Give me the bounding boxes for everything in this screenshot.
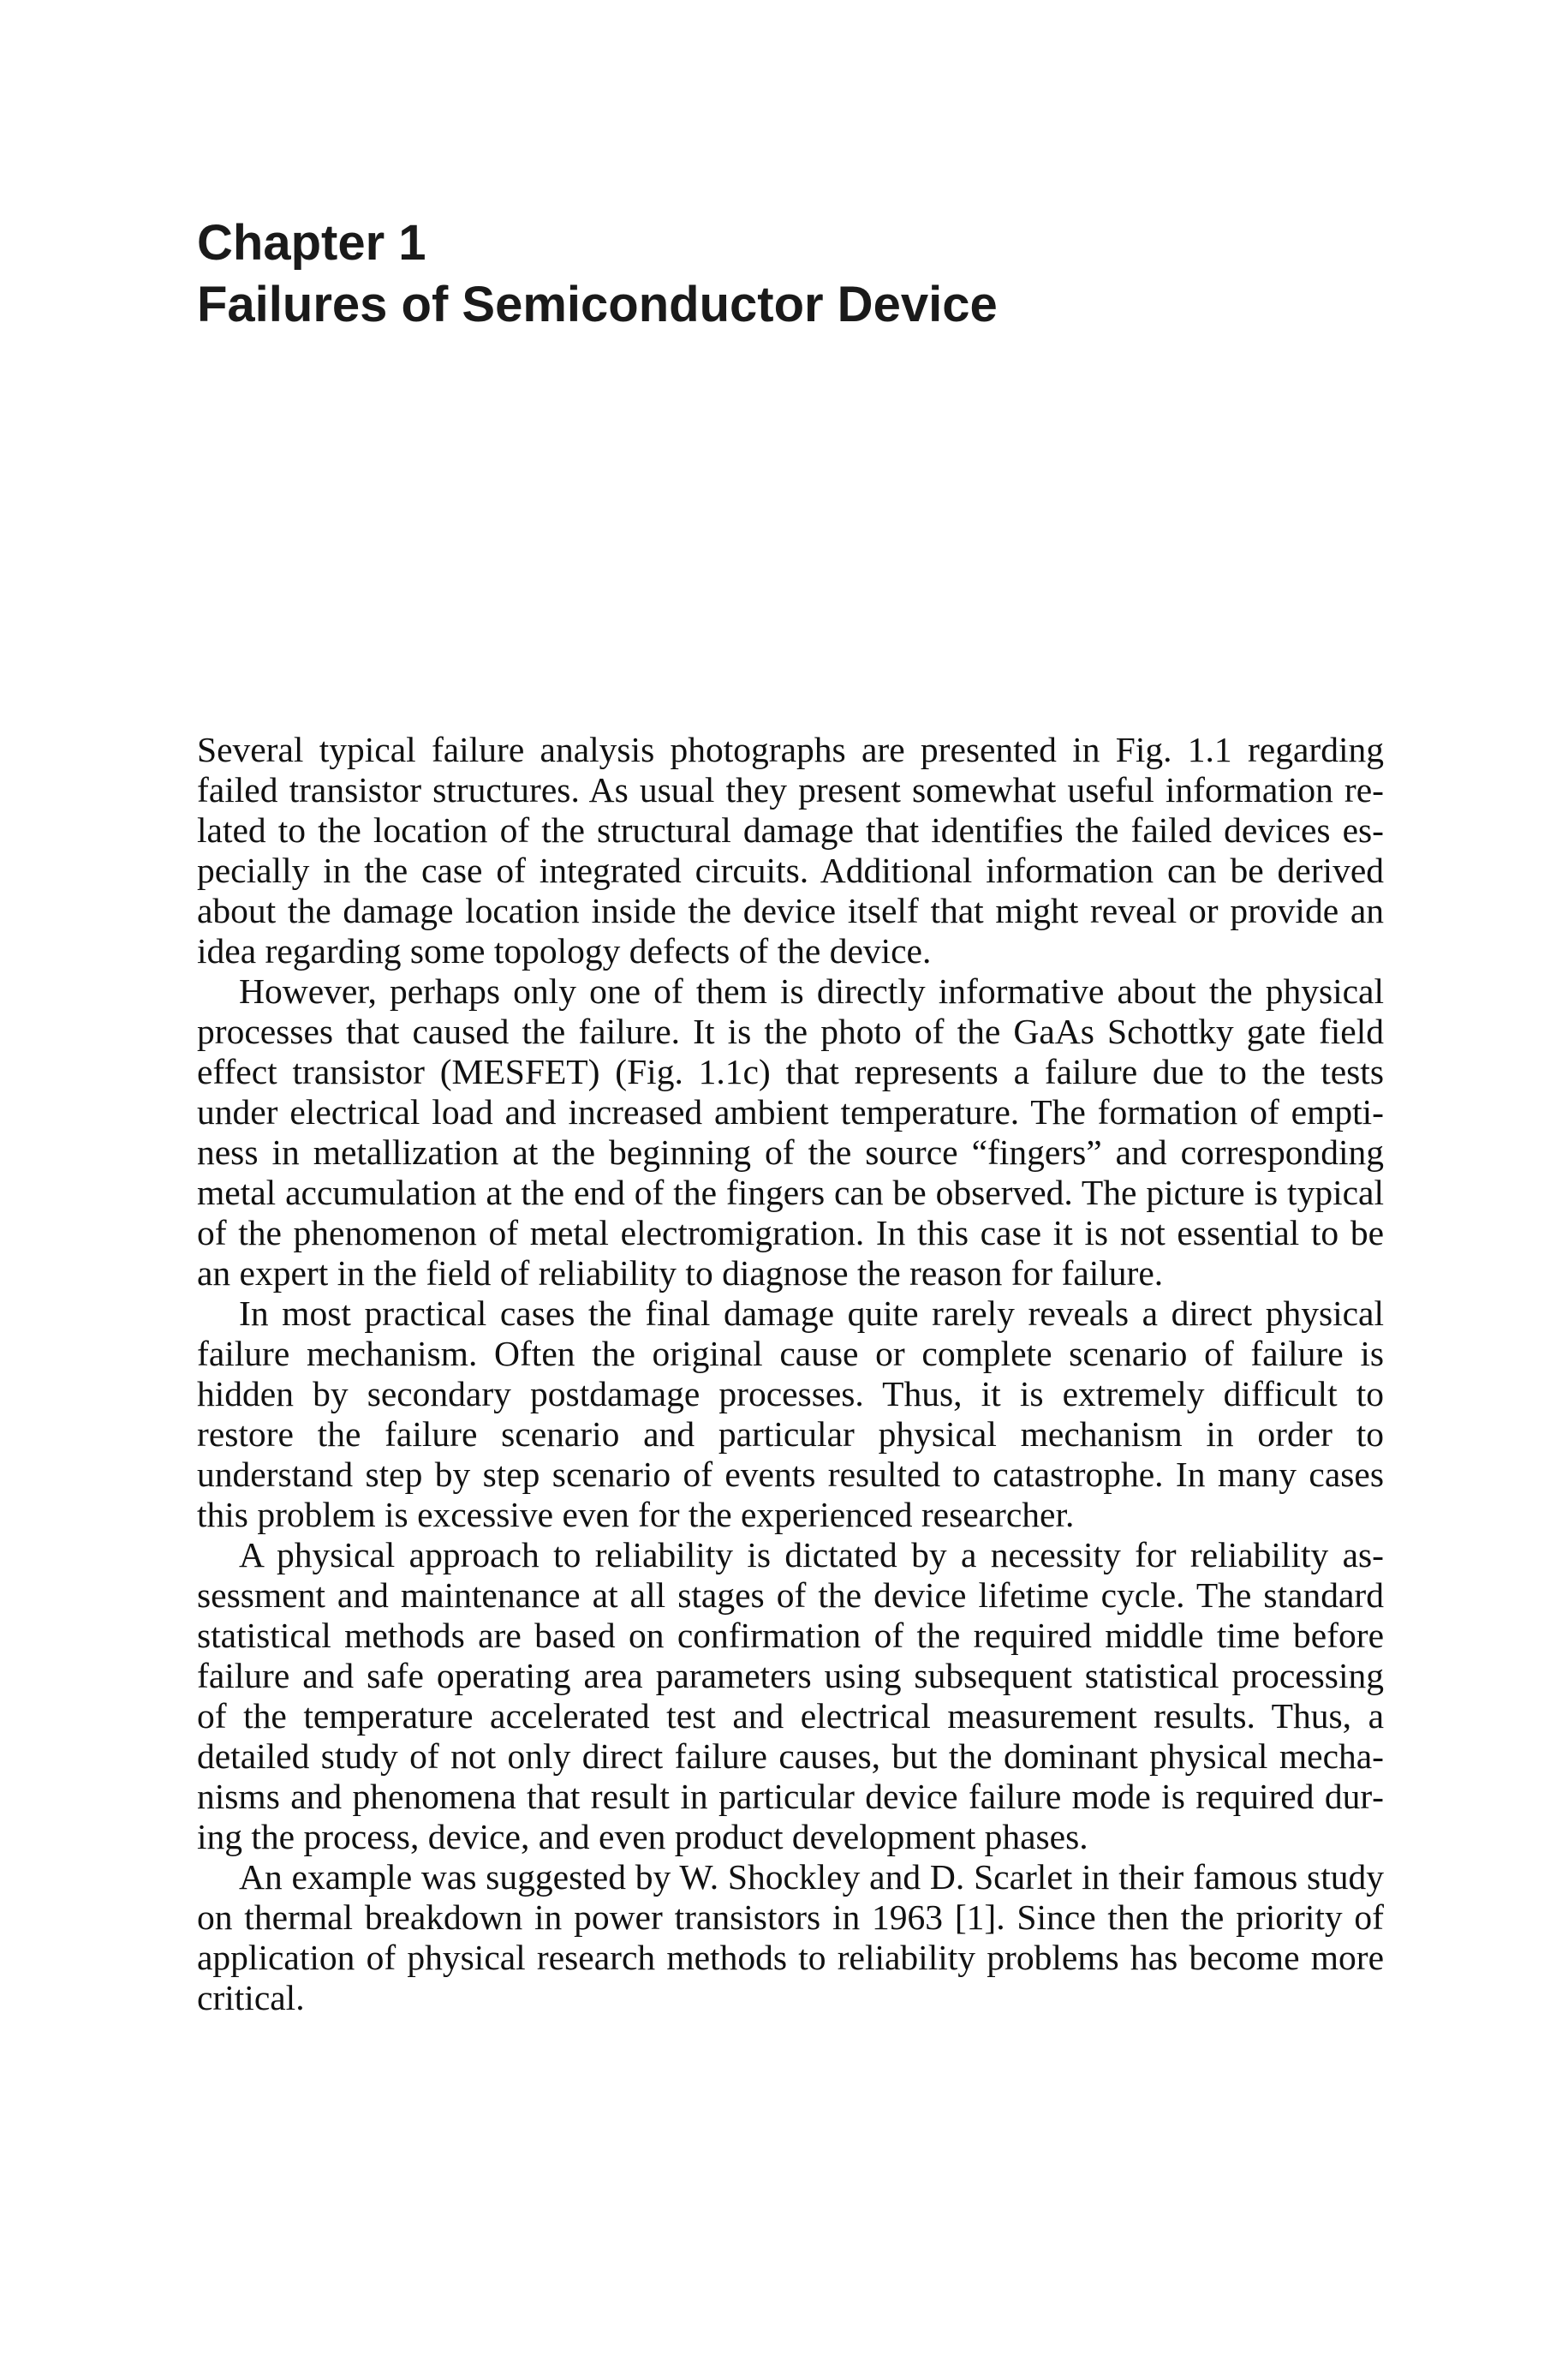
paragraph-5: An example was suggested by W. Shockley and D. Scarlet in their famous study on thermal breakdown in power transistors in 1963 [1]. Since then the priority of application of physical research methods to reliability problems has become more critical. — [197, 1857, 1384, 2017]
paragraph-2: However, perhaps only one of them is directly informative about the physical processes that caused the failure. It is the photo of the GaAs Schottky gate field effect transistor (MESFET) (Fig. 1.1c) that represents a failure due to the tests under electrical load and increased ambient temperature. The formation of emptiness in metallization at the beginning of the source “fingers” and corresponding metal accumulation at the end of the fingers can be observed. The picture is typical of the phenomenon of metal electromigration. In this case it is not essential to be an expert in the field of reliability to diagnose the reason for failure. — [197, 971, 1384, 1293]
paragraph-1: Several typical failure analysis photographs are presented in Fig. 1.1 regarding failed transistor structures. As usual they present somewhat useful information related to the location of the structural damage that identifies the failed devices especially in the case of integrated circuits. Additional information can be derived about the damage location inside the device itself that might reveal or provide an idea regarding some topology defects of the device. — [197, 730, 1384, 971]
chapter-label: Chapter 1 — [197, 215, 426, 271]
chapter-heading — [197, 212, 1396, 336]
paragraph-4: A physical approach to reliability is dictated by a necessity for reliability assessment and maintenance at all stages of the device lifetime cycle. The standard statistical methods are based on confirmation of the required middle time before failure and safe operating area parameters using subsequent statistical processing of the temperature accelerated test and electrical measurement results. Thus, a detailed study of not only direct failure causes, but the dominant physical mechanisms and phenomena that result in particular device failure mode is required during the process, device, and even product development phases. — [197, 1535, 1384, 1856]
paragraph-3: In most practical cases the final damage quite rarely reveals a direct physical failure mechanism. Often the original cause or complete scenario of failure is hidden by secondary postdamage processes. Thus, it is extremely difficult to restore the failure scenario and particular physical mechanism in order to understand step by step scenario of events resulted to catastrophe. In many cases this problem is excessive even for the experienced researcher. — [197, 1294, 1384, 1534]
chapter-body — [197, 730, 1384, 2018]
chapter-title: Failures of Semiconductor Device — [197, 277, 998, 332]
